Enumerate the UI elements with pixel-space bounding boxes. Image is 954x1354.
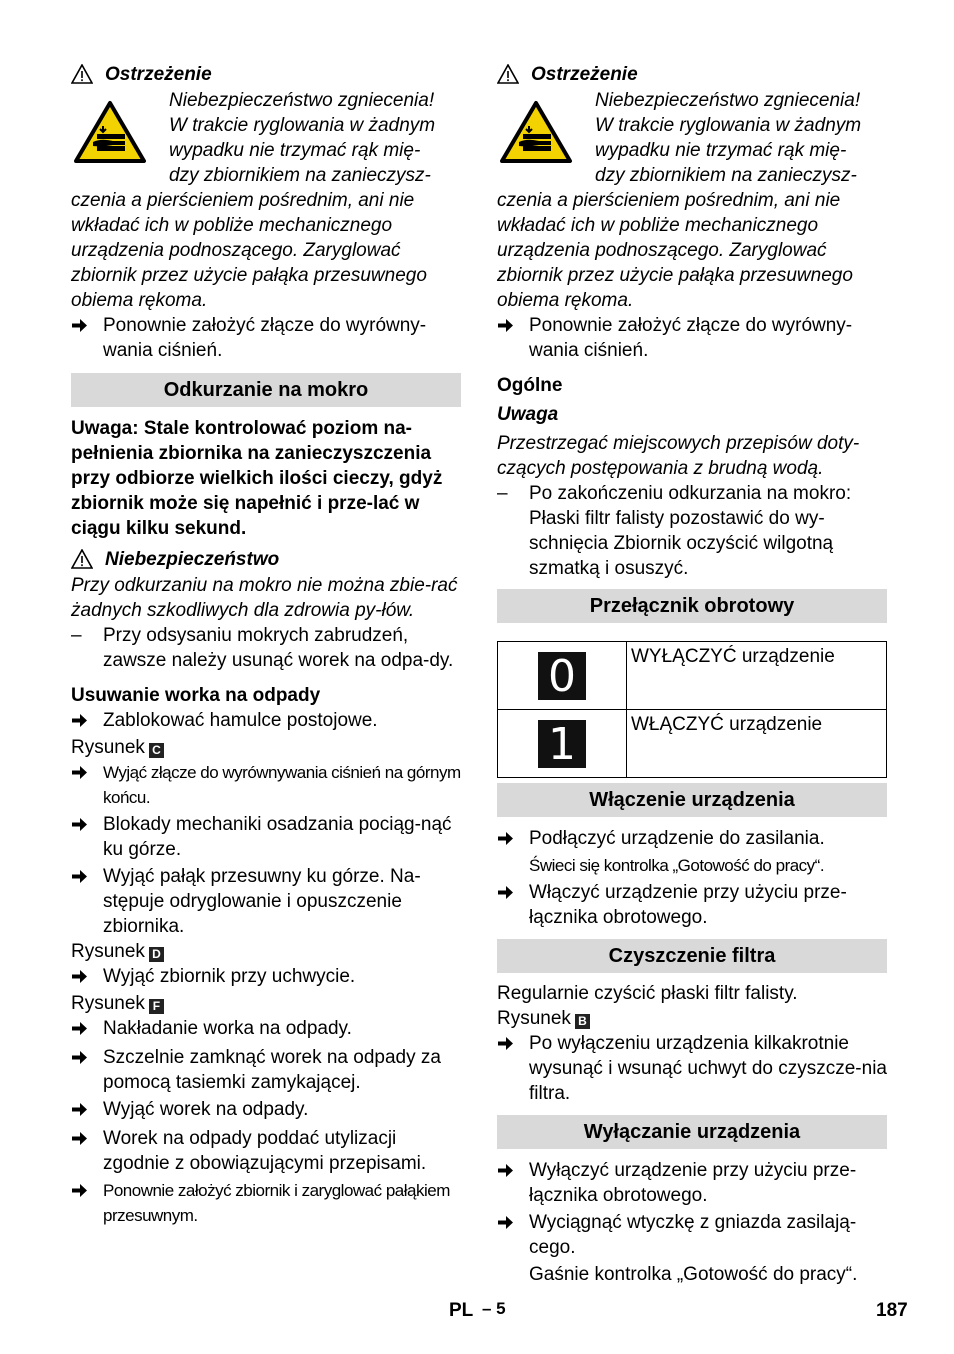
note-heading: Uwaga: [497, 404, 559, 425]
warning-line: Niebezpieczeństwo zgniecenia!: [169, 90, 435, 111]
warning-title: Ostrzeżenie: [105, 63, 212, 85]
warning-line: dzy zbiornikiem na zanieczysz-: [169, 165, 431, 186]
instruction-step: Wyjąć pałąk przesuwny ku górze. Na-stępuje odryglowanie i opuszczenie zbiornika.: [71, 864, 461, 939]
instruction-step: Wyjąć worek na odpady.: [71, 1097, 461, 1124]
arrow-icon: [71, 1016, 103, 1043]
arrow-icon: [497, 826, 529, 853]
warning-line: zbiornik przez użycie pałąka przesuwnego: [71, 265, 427, 286]
warning-line: zbiornik przez użycie pałąka przesuwnego: [497, 265, 853, 286]
instruction-step: Blokady mechaniki osadzania pociąg-nąć ku górze.: [71, 812, 461, 862]
arrow-icon: [497, 880, 529, 930]
dash-list-item: – Przy odsysaniu mokrych zabrudzeń, zawsze należy usunąć worek na odpa-dy.: [71, 625, 454, 671]
warning-line: wypadku nie trzymać rąk mię-: [169, 140, 421, 161]
danger-title: Niebezpieczeństwo: [105, 548, 280, 570]
warning-line: obiema rękoma.: [71, 290, 208, 311]
indicator-note: Gaśnie kontrolka „Gotowość do pracy“.: [529, 1264, 858, 1285]
instruction-step: Po wyłączeniu urządzenia kilkakrotnie wysunąć i wsunąć uchwyt do czyszcze-nia filtra.: [497, 1031, 887, 1106]
figure-d-badge: D: [149, 947, 164, 962]
switch-table: [497, 641, 887, 778]
figure-reference: Rysunek F: [71, 991, 461, 1016]
arrow-icon: [71, 1126, 103, 1176]
instruction-step: Worek na odpady poddać utylizacji zgodnie z obowiązującymi przepisami.: [71, 1126, 461, 1176]
arrow-icon: [71, 760, 103, 810]
warning-line: urządzenia podnoszącego. Zaryglować: [71, 240, 401, 261]
footer-language: PL: [449, 1300, 474, 1321]
warning-line: wkładać ich w pobliże mechanicznego: [497, 215, 819, 236]
table-row: [498, 642, 887, 710]
warning-heading: [497, 60, 887, 88]
subheading-general: Ogólne: [497, 375, 563, 396]
warning-line: urządzenia podnoszącego. Zaryglować: [497, 240, 827, 261]
instruction-step: Wyjąć złącze do wyrównywania ciśnień na górnym końcu.: [71, 760, 461, 810]
filter-text: Regularnie czyścić płaski filtr falisty.: [497, 983, 798, 1004]
instruction-step: Ponownie założyć złącze do wyrówny-wania ciśnień.: [497, 313, 887, 363]
instruction-step: Włączyć urządzenie przy użyciu prze-łącznika obrotowego.: [497, 880, 887, 930]
figure-f-badge: F: [149, 999, 164, 1014]
arrow-icon: [71, 1097, 103, 1124]
indicator-note: Świeci się kontrolka „Gotowość do pracy“.: [529, 856, 825, 875]
arrow-icon: [497, 1158, 529, 1208]
table-row: [498, 710, 887, 778]
figure-reference: Rysunek D: [71, 939, 461, 964]
arrow-icon: [71, 964, 103, 991]
section-heading-switch-on: Włączenie urządzenia: [497, 783, 887, 817]
arrow-icon: [71, 864, 103, 939]
left-column: [71, 60, 461, 1228]
warning-triangle-icon: [71, 549, 93, 569]
page-number: 187: [876, 1300, 908, 1321]
footer-section-page: – 5: [482, 1299, 506, 1318]
warning-line: W trakcie ryglowania w żadnym: [169, 115, 436, 136]
section-heading-wet-vacuuming: Odkurzanie na mokro: [71, 373, 461, 407]
arrow-icon: [497, 313, 529, 363]
instruction-step: Wyjąć zbiornik przy uchwycie.: [71, 964, 461, 991]
warning-line: dzy zbiornikiem na zanieczysz-: [595, 165, 857, 186]
section-heading-filter-cleaning: Czyszczenie filtra: [497, 939, 887, 973]
arrow-icon: [71, 812, 103, 862]
warning-line: czenia a pierścieniem pośrednim, ani nie: [71, 190, 415, 211]
warning-triangle-icon: [497, 64, 519, 84]
instruction-step: Wyciągnąć wtyczkę z gniazda zasilają-cego.: [497, 1210, 887, 1260]
figure-reference: Rysunek C: [71, 735, 461, 760]
danger-text: Przy odkurzaniu na mokro nie można zbie-rać żadnych szkodliwych dla zdrowia py-łów.: [71, 575, 458, 621]
warning-text: [497, 88, 887, 313]
crush-hazard-icon: [499, 100, 573, 164]
instruction-step: Nakładanie worka na odpady.: [71, 1016, 461, 1043]
right-column: [497, 60, 887, 1287]
figure-reference: Rysunek B: [497, 1006, 887, 1031]
instruction-step: Ponownie założyć zbiornik i zaryglować pałąkiem przesuwnym.: [71, 1178, 461, 1228]
switch-on-symbol: 1: [538, 720, 586, 768]
section-heading-switch-off: Wyłączanie urządzenia: [497, 1115, 887, 1149]
warning-line: obiema rękoma.: [497, 290, 634, 311]
warning-heading: [71, 60, 461, 88]
dash-list-item: – Po zakończeniu odkurzania na mokro: Płaski filtr falisty pozostawić do wy-schnięcia Zbiornik oczyścić wilgotną szmatką i osuszyć.: [497, 483, 852, 579]
figure-b-badge: B: [575, 1014, 590, 1029]
warning-line: czenia a pierścieniem pośrednim, ani nie: [497, 190, 841, 211]
warning-title: Ostrzeżenie: [531, 63, 638, 85]
subheading-remove-bag: Usuwanie worka na odpady: [71, 685, 321, 706]
table-cell: WŁĄCZYĆ urządzenie: [627, 710, 887, 778]
switch-off-symbol: 0: [538, 652, 586, 700]
caution-bold-text: Uwaga: Stale kontrolować poziom na-pełnienia zbiornika na zanieczyszczenia przy odbiorze wielkich ilości cieczy, gdyż zbiornik może się napełnić i prze-lać w ciągu kilku sekund.: [71, 418, 443, 539]
warning-line: Niebezpieczeństwo zgniecenia!: [595, 90, 861, 111]
arrow-icon: [497, 1031, 529, 1106]
note-text: Przestrzegać miejscowych przepisów doty-czących postępowania z brudną wodą.: [497, 433, 860, 479]
crush-hazard-icon: [73, 100, 147, 164]
instruction-step: Podłączyć urządzenie do zasilania.: [497, 826, 887, 853]
warning-line: wypadku nie trzymać rąk mię-: [595, 140, 847, 161]
arrow-icon: [71, 1045, 103, 1095]
instruction-step: Wyłączyć urządzenie przy użyciu prze-łącznika obrotowego.: [497, 1158, 887, 1208]
table-cell: WYŁĄCZYĆ urządzenie: [627, 642, 887, 710]
instruction-step: Szczelnie zamknąć worek na odpady za pomocą tasiemki zamykającej.: [71, 1045, 461, 1095]
warning-triangle-icon: [71, 64, 93, 84]
warning-text: [71, 88, 461, 313]
arrow-icon: [71, 313, 103, 363]
section-heading-rotary-switch: Przełącznik obrotowy: [497, 589, 887, 623]
instruction-step: Zablokować hamulce postojowe.: [71, 708, 461, 735]
warning-line: W trakcie ryglowania w żadnym: [595, 115, 862, 136]
warning-line: wkładać ich w pobliże mechanicznego: [71, 215, 393, 236]
arrow-icon: [71, 708, 103, 735]
arrow-icon: [497, 1210, 529, 1260]
arrow-icon: [71, 1178, 103, 1228]
instruction-step: Ponownie założyć złącze do wyrówny-wania ciśnień.: [71, 313, 461, 363]
danger-heading: [71, 545, 461, 573]
figure-c-badge: C: [149, 743, 164, 758]
